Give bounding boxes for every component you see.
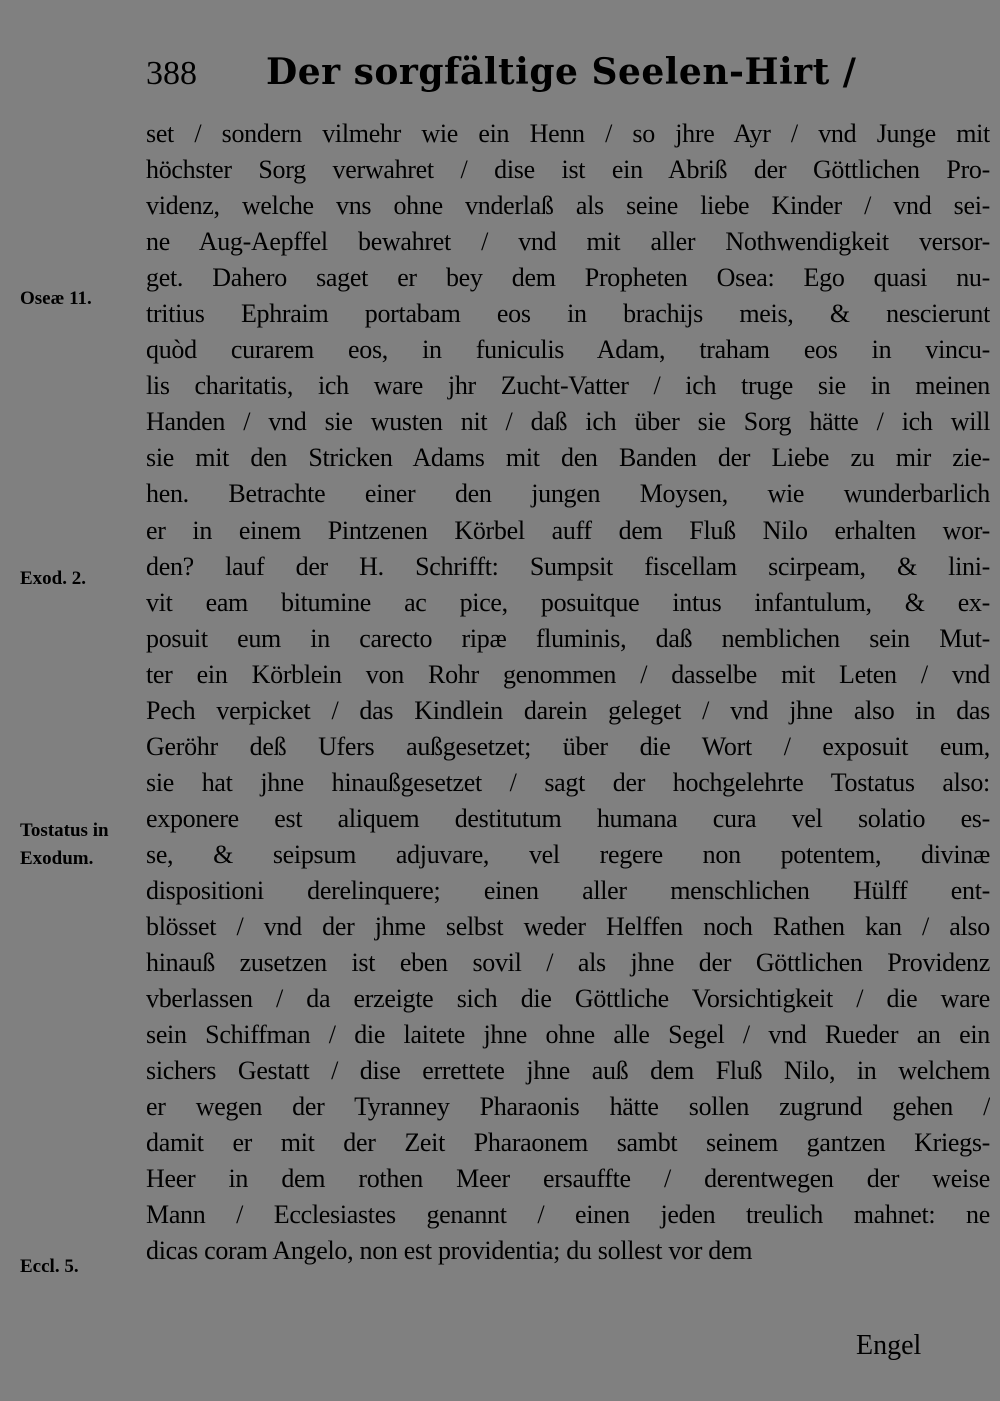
text-line: posuit eum in carecto ripæ fluminis, daß nemblichen sein Mut- [146,623,990,653]
margin-note-ecclesiastes: Eccl. 5. [20,1256,79,1277]
page-header [146,50,857,102]
catchword: Engel [856,1330,922,1361]
margin-note-tostatus: Tostatus in [20,820,109,841]
text-line: Pech verpicket / das Kindlein darein geleget / vnd jhne also in das [146,695,990,725]
text-line: videnz, welche vns ohne vnderlaß als seine liebe Kinder / vnd sei- [146,191,990,221]
text-line: vit eam bitumine ac pice, posuitque intus infantulum, & ex- [146,587,990,617]
body-text [146,116,990,1270]
text-line: Heer in dem rothen Meer ersauffte / derentwegen der weise [146,1164,990,1194]
text-line: Mann / Ecclesiastes genannt / einen jeden treulich mahnet: ne [146,1200,990,1230]
text-line: hen. Betrachte einer den jungen Moysen, wie wunderbarlich [146,479,990,509]
text-line: sichers Gestatt / dise errettete jhne auß dem Fluß Nilo, in welchem [146,1056,990,1086]
text-line: ter ein Körblein von Rohr genommen / dasselbe mit Leten / vnd [146,659,990,689]
text-line: blösset / vnd der jhme selbst weder Helffen noch Rathen kan / also [146,912,990,942]
text-line: lis charitatis, ich ware jhr Zucht-Vatter / ich truge sie in meinen [146,371,990,401]
text-line: quòd curarem eos, in funiculis Adam, traham eos in vincu- [146,335,990,365]
text-line: ne Aug-Aepffel bewahret / vnd mit aller Nothwendigkeit versor- [146,227,990,257]
text-line: damit er mit der Zeit Pharaonem sambt seinem gantzen Kriegs- [146,1128,990,1158]
text-line: dispositioni derelinquere; einen aller menschlichen Hülff ent- [146,875,990,905]
text-line: sein Schiffman / die laitete jhne ohne alle Segel / vnd Rueder an ein [146,1020,990,1050]
margin-note-osea: Oseæ 11. [20,288,92,309]
text-line: hinauß zusetzen ist eben sovil / als jhne der Göttlichen Providenz [146,948,990,978]
text-line: sie hat jhne hinaußgesetzet / sagt der hochgelehrte Tostatus also: [146,767,990,797]
text-line: get. Dahero saget er bey dem Propheten Osea: Ego quasi nu- [146,263,990,293]
text-line: vberlassen / da erzeigte sich die Göttliche Vorsichtigkeit / die ware [146,984,990,1014]
text-line: Geröhr deß Ufers außgesetzet; über die Wort / exposuit eum, [146,731,990,761]
margin-note-exodum: Exodum. [20,848,94,869]
text-line: tritius Ephraim portabam eos in brachijs meis, & nescierunt [146,299,990,329]
page-number: 388 [146,55,197,92]
running-head: Der sorgfältige Seelen-Hirt / [266,51,857,93]
text-line: höchster Sorg verwahret / dise ist ein Abriß der Göttlichen Pro- [146,155,990,185]
text-line: den? lauf der H. Schrifft: Sumpsit fiscellam scirpeam, & lini- [146,551,990,581]
text-line: sie mit den Stricken Adams mit den Banden der Liebe zu mir zie- [146,443,990,473]
text-line: set / sondern vilmehr wie ein Henn / so jhre Ayr / vnd Junge mit [146,119,990,148]
text-line: er in einem Pintzenen Körbel auff dem Fluß Nilo erhalten wor- [146,515,990,545]
margin-note-exodus: Exod. 2. [20,568,86,589]
text-line: exponere est aliquem destitutum humana cura vel solatio es- [146,803,990,833]
text-line: dicas coram Angelo, non est providentia; du sollest vor dem [146,1236,753,1266]
text-line: er wegen der Tyranney Pharaonis hätte sollen zugrund gehen / [146,1092,990,1122]
text-line: se, & seipsum adjuvare, vel regere non potentem, divinæ [146,839,990,869]
text-line: Handen / vnd sie wusten nit / daß ich über sie Sorg hätte / ich will [146,407,990,437]
